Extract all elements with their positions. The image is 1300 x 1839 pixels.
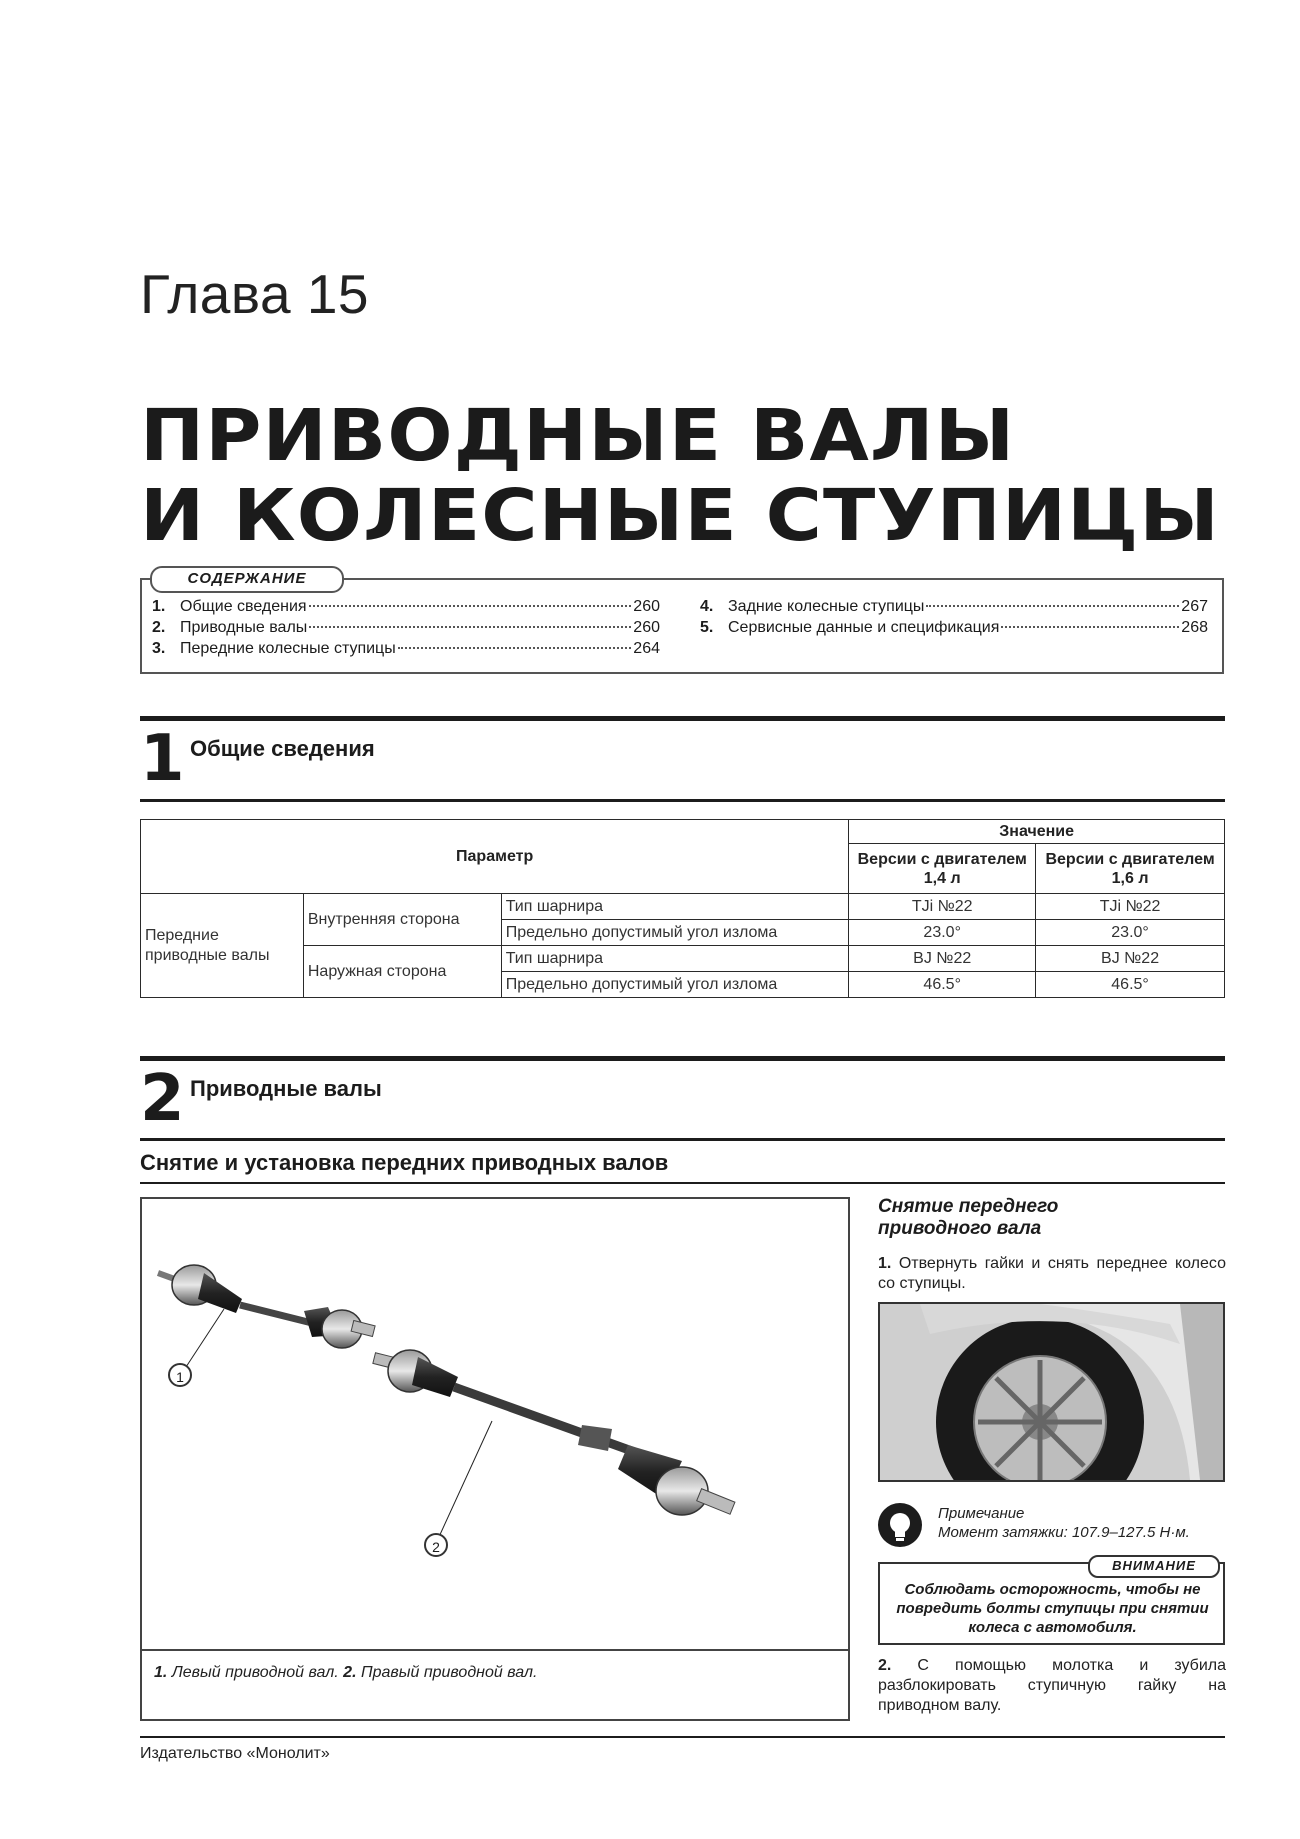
caption-num-1: 1. bbox=[154, 1664, 168, 1681]
table-row-param: Тип шарнира bbox=[501, 946, 849, 972]
toc-num: 5. bbox=[700, 619, 714, 636]
wheel-image bbox=[880, 1304, 1223, 1480]
toc-right-column bbox=[700, 596, 1208, 638]
value-header: Значение bbox=[849, 820, 1225, 844]
table-cell-v14: 23.0° bbox=[849, 920, 1036, 946]
procedure-heading-line-2: приводного вала bbox=[878, 1218, 1042, 1239]
subsection-heading: Снятие и установка передних приводных валов bbox=[140, 1150, 669, 1175]
toc-text: Приводные валы bbox=[180, 619, 308, 636]
caption-num-2: 2. bbox=[343, 1664, 357, 1681]
table-row-param: Тип шарнира bbox=[501, 894, 849, 920]
procedure-heading bbox=[878, 1196, 1058, 1240]
toc-left-column bbox=[152, 596, 660, 659]
title-line-1: ПРИВОДНЫЕ ВАЛЫ bbox=[140, 394, 1016, 477]
section-2-number: 2 bbox=[140, 1062, 185, 1136]
note-text: Момент затяжки: 107.9–127.5 Н·м. bbox=[938, 1524, 1190, 1541]
chapter-label: Глава 15 bbox=[140, 263, 370, 325]
section-2-bottom-rule bbox=[140, 1138, 1225, 1141]
toc-page: 260 bbox=[633, 598, 660, 615]
section-2-title: Приводные валы bbox=[190, 1076, 382, 1101]
callout-2: 2 bbox=[424, 1533, 448, 1557]
toc-item[interactable] bbox=[152, 596, 660, 617]
toc-item[interactable] bbox=[700, 617, 1208, 638]
subsection-rule bbox=[140, 1182, 1225, 1184]
step-1-text: Отвернуть гайки и снять переднее колесо со ступицы. bbox=[878, 1255, 1226, 1292]
caption-divider bbox=[142, 1649, 848, 1651]
table-cell-v16: TJi №22 bbox=[1036, 894, 1225, 920]
table-cell-v14: BJ №22 bbox=[849, 946, 1036, 972]
toc-page: 260 bbox=[633, 619, 660, 636]
toc-page: 268 bbox=[1181, 619, 1208, 636]
section-2-top-rule bbox=[140, 1056, 1225, 1061]
toc-dots bbox=[309, 626, 631, 628]
section-1-top-rule bbox=[140, 716, 1225, 721]
lightbulb-icon bbox=[878, 1503, 922, 1547]
caption-text-2: Правый приводной вал. bbox=[360, 1664, 538, 1681]
table-row-param: Предельно допустимый угол излома bbox=[501, 920, 849, 946]
toc-num: 1. bbox=[152, 598, 166, 615]
outer-side-cell: Наружная сторона bbox=[303, 946, 501, 998]
step-2-text: С помощью молотка и зубила разблокировать ступичную гайку на приводном валу. bbox=[878, 1657, 1227, 1714]
drive-shafts-illustration bbox=[142, 1199, 848, 1649]
chapter-title bbox=[140, 396, 1220, 556]
leader-line-1 bbox=[186, 1309, 224, 1367]
note-label: Примечание bbox=[938, 1505, 1025, 1522]
ver14-header: Версии с двигателем 1,4 л bbox=[849, 844, 1036, 894]
step-1-number: 1. bbox=[878, 1255, 892, 1272]
spec-table bbox=[140, 819, 1225, 998]
toc-text: Сервисные данные и спецификация bbox=[728, 619, 1000, 636]
step-1 bbox=[878, 1254, 1226, 1294]
note bbox=[938, 1504, 1190, 1542]
warning-label: ВНИМАНИЕ bbox=[1088, 1555, 1220, 1578]
toc-item[interactable] bbox=[152, 617, 660, 638]
toc-text: Задние колесные ступицы bbox=[728, 598, 925, 615]
warning-text: Соблюдать осторожность, чтобы не повредить болты ступицы при снятии колеса с автомобиля. bbox=[896, 1581, 1209, 1636]
toc-num: 2. bbox=[152, 619, 166, 636]
section-1-title: Общие сведения bbox=[190, 736, 375, 761]
toc-dots bbox=[309, 605, 632, 607]
toc-item[interactable] bbox=[700, 596, 1208, 617]
toc-dots bbox=[1001, 626, 1179, 628]
section-1-bottom-rule bbox=[140, 799, 1225, 802]
table-cell-v16: BJ №22 bbox=[1036, 946, 1225, 972]
figure-caption bbox=[154, 1664, 537, 1682]
toc-item[interactable] bbox=[152, 638, 660, 659]
toc-label: СОДЕРЖАНИЕ bbox=[150, 566, 344, 593]
leader-line-2 bbox=[438, 1421, 492, 1539]
group-cell: Передние приводные валы bbox=[141, 894, 304, 998]
step-2 bbox=[878, 1656, 1226, 1716]
step-2-number: 2. bbox=[878, 1657, 892, 1674]
caption-text-1: Левый приводной вал. bbox=[171, 1664, 339, 1681]
inner-side-cell: Внутренняя сторона bbox=[303, 894, 501, 946]
param-header: Параметр bbox=[141, 820, 849, 894]
wheel-photo bbox=[878, 1302, 1225, 1482]
table-row-param: Предельно допустимый угол излома bbox=[501, 972, 849, 998]
toc-num: 4. bbox=[700, 598, 714, 615]
toc-text: Общие сведения bbox=[180, 598, 307, 615]
callout-1: 1 bbox=[168, 1363, 192, 1387]
toc-dots bbox=[398, 647, 632, 649]
ver16-header: Версии с двигателем 1,6 л bbox=[1036, 844, 1225, 894]
section-1-number: 1 bbox=[140, 722, 185, 796]
toc-page: 264 bbox=[633, 640, 660, 657]
title-line-2: И КОЛЕСНЫЕ СТУПИЦЫ bbox=[140, 474, 1220, 557]
publisher-footer: Издательство «Монолит» bbox=[140, 1745, 330, 1762]
toc-text: Передние колесные ступицы bbox=[180, 640, 396, 657]
toc-page: 267 bbox=[1181, 598, 1208, 615]
table-cell-v16: 46.5° bbox=[1036, 972, 1225, 998]
table-cell-v14: 46.5° bbox=[849, 972, 1036, 998]
procedure-heading-line-1: Снятие переднего bbox=[878, 1196, 1059, 1217]
toc-num: 3. bbox=[152, 640, 166, 657]
footer-rule bbox=[140, 1736, 1225, 1738]
figure-box bbox=[140, 1197, 850, 1721]
toc-dots bbox=[926, 605, 1179, 607]
left-drive-shaft bbox=[158, 1265, 375, 1348]
table-cell-v14: TJi №22 bbox=[849, 894, 1036, 920]
right-drive-shaft bbox=[373, 1350, 735, 1515]
table-cell-v16: 23.0° bbox=[1036, 920, 1225, 946]
